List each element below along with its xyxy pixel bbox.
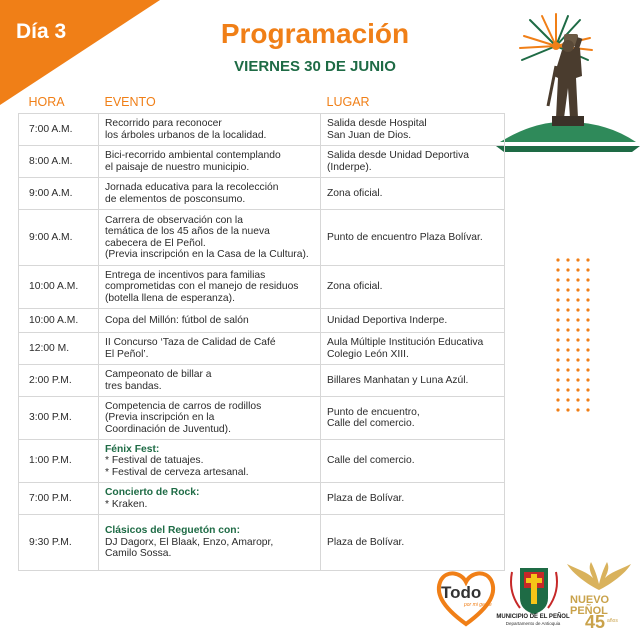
table-row — [19, 146, 505, 178]
anniversary-number: 45 — [585, 612, 606, 632]
column-header-hora: HORA — [19, 93, 99, 114]
event-cell: Copa del Millón: fútbol de salón — [99, 309, 321, 333]
table-row — [19, 483, 505, 515]
time-cell: 10:00 A.M. — [19, 266, 99, 309]
corner-banner — [0, 0, 160, 105]
page-title: Programación — [220, 18, 410, 49]
anniversary-years-label: años — [607, 618, 618, 624]
event-cell: II Concurso ‘Taza de Calidad de Café El Peñol’. — [99, 333, 321, 365]
time-cell: 9:00 A.M. — [19, 178, 99, 210]
table-header-row — [19, 93, 505, 114]
event-cell: Bici-recorrido ambiental contemplando el paisaje de nuestro municipio. — [99, 146, 321, 178]
time-cell: 3:00 P.M. — [19, 397, 99, 440]
table-row — [19, 178, 505, 210]
page-subtitle: VIERNES 30 DE JUNIO — [234, 58, 396, 75]
statue-fireworks-illustration — [496, 6, 640, 156]
place-cell: Punto de encuentro Plaza Bolívar. — [321, 210, 505, 266]
time-cell: 8:00 A.M. — [19, 146, 99, 178]
table-row — [19, 365, 505, 397]
place-cell: Punto de encuentro, Calle del comercio. — [321, 397, 505, 440]
table-row — [19, 309, 505, 333]
time-cell: 10:00 A.M. — [19, 309, 99, 333]
event-title: Concierto de Rock: — [105, 487, 200, 499]
event-cell: Entrega de incentivos para familias comprometidas con el manejo de residuos (botella llena de esperanza). — [99, 266, 321, 309]
municipio-name: MUNICIPIO DE EL PEÑOL — [496, 614, 570, 620]
place-cell: Aula Múltiple Institución Educativa Colegio León XIII. — [321, 333, 505, 365]
place-cell: Calle del comercio. — [321, 440, 505, 483]
event-cell: Fénix Fest: * Festival de tatuajes. * Festival de cerveza artesanal. — [99, 440, 321, 483]
time-cell: 2:00 P.M. — [19, 365, 99, 397]
time-cell: 9:30 P.M. — [19, 515, 99, 571]
event-cell: Carrera de observación con la temática de los 45 años de la nueva cabecera de El Peñol. (Previa inscripción en la Casa de la Cultura). — [99, 210, 321, 266]
event-title: Clásicos del Reguetón con: — [105, 525, 241, 537]
nuevo-penol-text: NUEVO PEÑOL — [570, 594, 610, 617]
event-title: Fénix Fest: — [105, 443, 160, 455]
event-cell: Competencia de carros de rodillos (Previa inscripción en la Coordinación de Juventud). — [99, 397, 321, 440]
place-cell: Salida desde Unidad Deportiva (Inderpe). — [321, 146, 505, 178]
place-cell: Plaza de Bolívar. — [321, 483, 505, 515]
column-header-evento: EVENTO — [99, 93, 321, 114]
todo-logo-text: Todo — [441, 583, 482, 602]
column-header-lugar: LUGAR — [321, 93, 505, 114]
time-cell: 7:00 A.M. — [19, 114, 99, 146]
table-row — [19, 397, 505, 440]
todo-logo-subtext: por mi gente — [464, 602, 492, 608]
event-cell: Recorrido para reconocer los árboles urbanos de la localidad. — [99, 114, 321, 146]
event-cell: Campeonato de billar a tres bandas. — [99, 365, 321, 397]
place-cell: Zona oficial. — [321, 178, 505, 210]
place-cell: Plaza de Bolívar. — [321, 515, 505, 571]
table-row — [19, 440, 505, 483]
place-cell: Zona oficial. — [321, 266, 505, 309]
event-cell: Clásicos del Reguetón con: DJ Dagorx, El Blaak, Enzo, Amaropr, Camilo Sossa. — [99, 515, 321, 571]
table-row — [19, 114, 505, 146]
time-cell: 9:00 A.M. — [19, 210, 99, 266]
event-cell: Jornada educativa para la recolección de elementos de posconsumo. — [99, 178, 321, 210]
table-row — [19, 210, 505, 266]
municipio-subtitle: Departamento de Antioquia — [505, 621, 561, 626]
table-row — [19, 333, 505, 365]
place-cell: Billares Manhatan y Luna Azúl. — [321, 365, 505, 397]
event-cell: Concierto de Rock: * Kraken. — [99, 483, 321, 515]
time-cell: 7:00 P.M. — [19, 483, 99, 515]
place-cell: Unidad Deportiva Inderpe. — [321, 309, 505, 333]
table-row — [19, 266, 505, 309]
schedule-table — [18, 93, 505, 571]
dot-pattern-decoration — [554, 256, 592, 416]
table-row — [19, 515, 505, 571]
place-cell: Salida desde Hospital San Juan de Dios. — [321, 114, 505, 146]
time-cell: 12:00 M. — [19, 333, 99, 365]
day-label: Día 3 — [16, 20, 67, 43]
time-cell: 1:00 P.M. — [19, 440, 99, 483]
